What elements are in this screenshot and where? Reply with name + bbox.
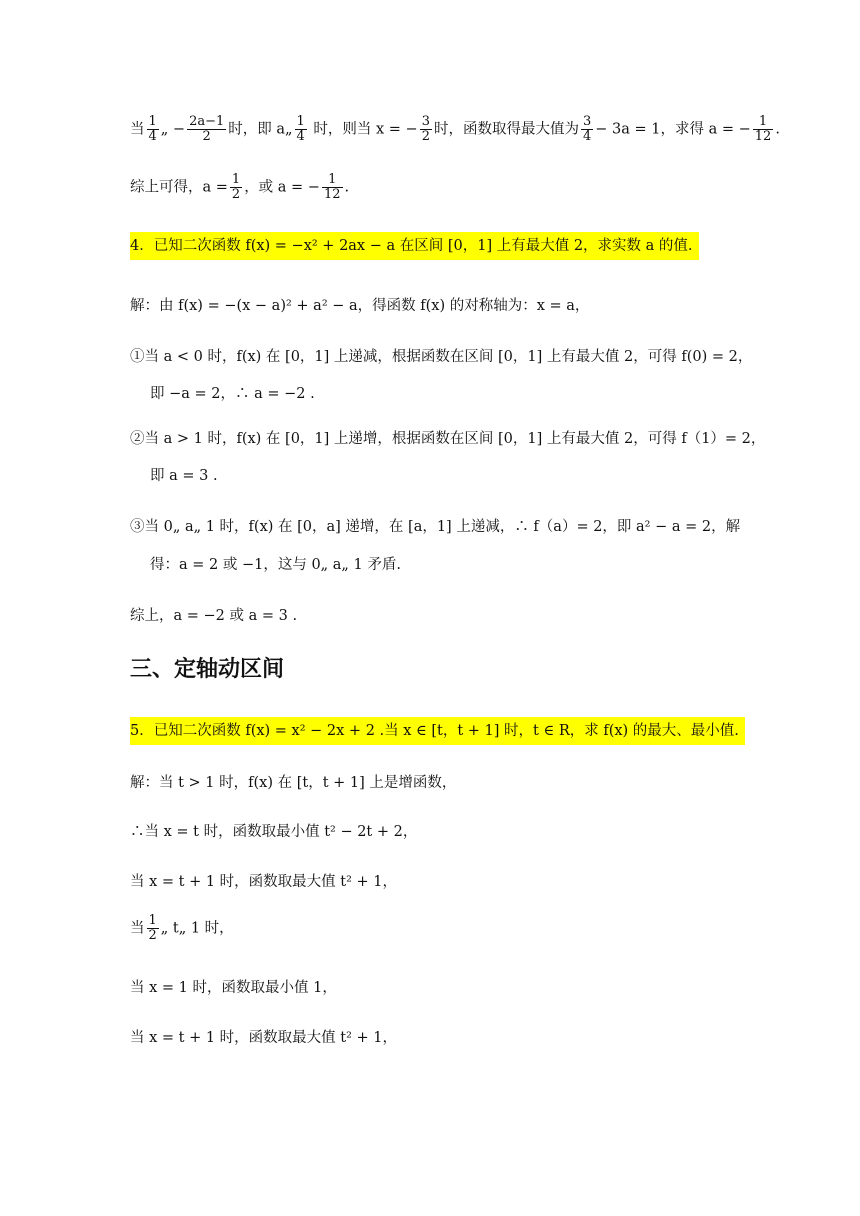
section-heading: 三、定轴动区间 [130,657,285,682]
question-4 [130,236,699,256]
text-line-conclusion [130,173,349,202]
numerator: 3 [583,114,592,129]
text: 时，则当 x = − [308,121,418,138]
denominator: 12 [323,187,341,202]
numerator: 3 [421,114,430,129]
numerator: 1 [296,114,305,129]
case-3-line-1: ③当 0„ a„ 1 时，f(x) 在 [0，a] 递增，在 [a，1] 上递减，∴ f（a）= 2，即 a² − a = 2，解 [130,519,741,535]
solution-5-line-4 [130,914,234,943]
denominator: 2 [421,129,430,144]
text: ，或 a = − [244,179,320,196]
text: 时，函数取得最大值为 [434,121,579,138]
numerator: 1 [231,172,241,187]
numerator: 2a−1 [189,114,225,129]
case-2-line-1: ②当 a > 1 时，f(x) 在 [0，1] 上递增，根据函数在区间 [0，1] 上有最大值 2，可得 f（1）= 2， [130,431,766,447]
denominator: 12 [754,129,772,144]
text-line-case-condition [130,115,780,144]
fraction [187,115,226,144]
fraction [322,173,343,202]
highlighted-question: 5．已知二次函数 f(x) = x² − 2x + 2 .当 x ∈ [t，t + 1] 时，t ∈ R，求 f(x) 的最大、最小值. [130,717,745,745]
case-2-line-2: 即 a = 3 . [150,468,218,484]
solution-5-line-5: 当 x = 1 时，函数取最小值 1， [130,980,337,996]
numerator: 1 [148,114,157,129]
fraction [753,115,774,144]
solution-5-line-2: ∴当 x = t 时，函数取最小值 t² − 2t + 2， [130,824,418,840]
highlighted-question: 4．已知二次函数 f(x) = −x² + 2ax − a 在区间 [0，1] 上有最大值 2，求实数 a 的值. [130,232,699,260]
text: . [344,179,350,196]
question-5 [130,721,745,741]
denominator: 4 [583,129,592,144]
text: „ − [160,121,186,138]
text: 当 [130,920,145,937]
summary-4: 综上，a = −2 或 a = 3 . [130,608,298,624]
fraction [147,914,159,943]
denominator: 2 [202,129,211,144]
case-1-line-1: ①当 a < 0 时，f(x) 在 [0，1] 上递减，根据函数在区间 [0，1] 上有最大值 2，可得 f(0) = 2， [130,349,753,365]
denominator: 4 [296,129,305,144]
text: . [775,121,780,138]
text: − 3a = 1，求得 a = − [595,121,751,138]
numerator: 1 [148,913,157,928]
fraction [420,115,432,144]
fraction [230,173,242,202]
denominator: 2 [231,187,241,202]
numerator: 1 [753,115,774,130]
denominator: 4 [148,129,157,144]
fraction [581,115,593,144]
denominator: 2 [148,928,157,943]
case-1-line-2: 即 −a = 2，∴ a = −2 . [150,386,315,402]
fraction [147,115,159,144]
solution-5-line-6: 当 x = t + 1 时，函数取最大值 t² + 1， [130,1030,398,1046]
fraction [295,115,307,144]
text: 时，即 a„ [228,121,293,138]
numerator: 1 [322,173,343,188]
solution-5-line-3: 当 x = t + 1 时，函数取最大值 t² + 1， [130,874,398,890]
text: 综上可得，a = [130,179,228,196]
case-3-line-2: 得：a = 2 或 −1，这与 0„ a„ 1 矛盾. [150,557,401,573]
text: „ t„ 1 时， [160,920,234,937]
solution-4-intro: 解：由 f(x) = −(x − a)² + a² − a，得函数 f(x) 的对称轴为：x = a， [130,298,590,314]
text: 当 [130,121,145,138]
solution-5-line-1: 解：当 t > 1 时，f(x) 在 [t，t + 1] 上是增函数， [130,775,457,791]
